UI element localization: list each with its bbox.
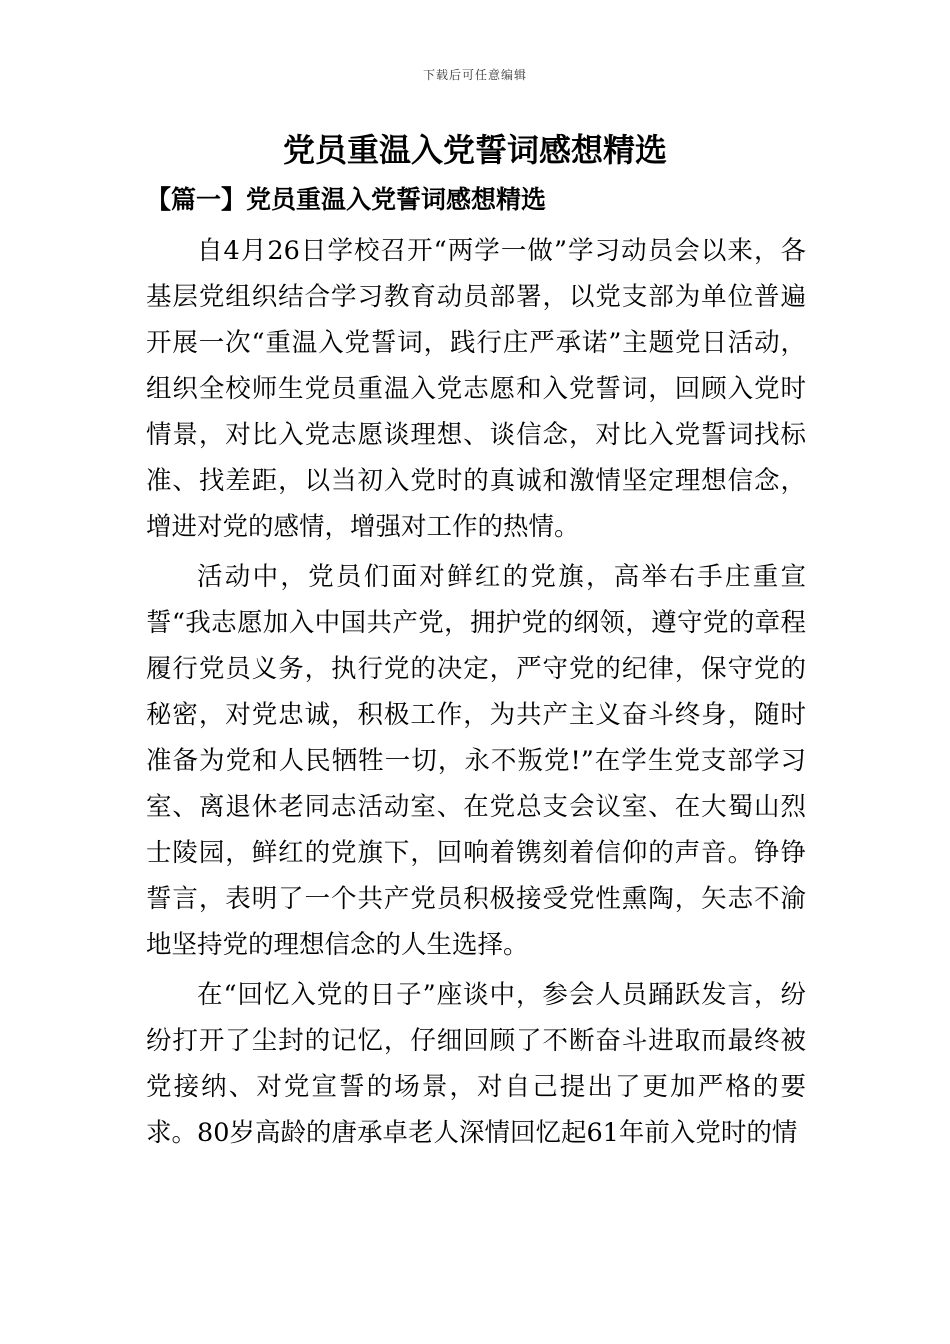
paragraph-3: 在“回忆入党的日子”座谈中，参会人员踊跃发言，纷纷打开了尘封的记忆，仔细回顾了不断奋斗进取而最终被党接纳、对党宣誓的场景，对自己提出了更加严格的要求。80岁高龄的唐承卓老人深情回忆起61年前入党时的情 (146, 980, 806, 1148)
document-body (146, 228, 806, 1160)
paragraph-2: 活动中，党员们面对鲜红的党旗，高举右手庄重宣誓“我志愿加入中国共产党，拥护党的纲领，遵守党的章程履行党员义务，执行党的决定，严守党的纪律，保守党的秘密，对党忠诚，积极工作，为共产主义奋斗终身，随时准备为党和人民牺牲一切，永不叛党!”在学生党支部学习室、离退休老同志活动室、在党总支会议室、在大蜀山烈士陵园，鲜红的党旗下，回响着镌刻着信仰的声音。铮铮誓言，表明了一个共产党员积极接受党性熏陶，矢志不渝地坚持党的理想信念的人生选择。 (146, 562, 806, 960)
section-heading: 【篇一】党员重温入党誓词感想精选 (146, 185, 547, 214)
document-title: 党员重温入党誓词感想精选 (282, 131, 667, 169)
header-note: 下载后可任意编辑 (422, 68, 527, 82)
paragraph-1: 自4月26日学校召开“两学一做”学习动员会以来，各基层党组织结合学习教育动员部署，以党支部为单位普遍开展一次“重温入党誓词，践行庄严承诺”主题党日活动，组织全校师生党员重温入党志愿和入党誓词，回顾入党时情景，对比入党志愿谈理想、谈信念，对比入党誓词找标准、找差距，以当初入党时的真诚和激情坚定理想信念，增进对党的感情，增强对工作的热情。 (146, 236, 806, 542)
